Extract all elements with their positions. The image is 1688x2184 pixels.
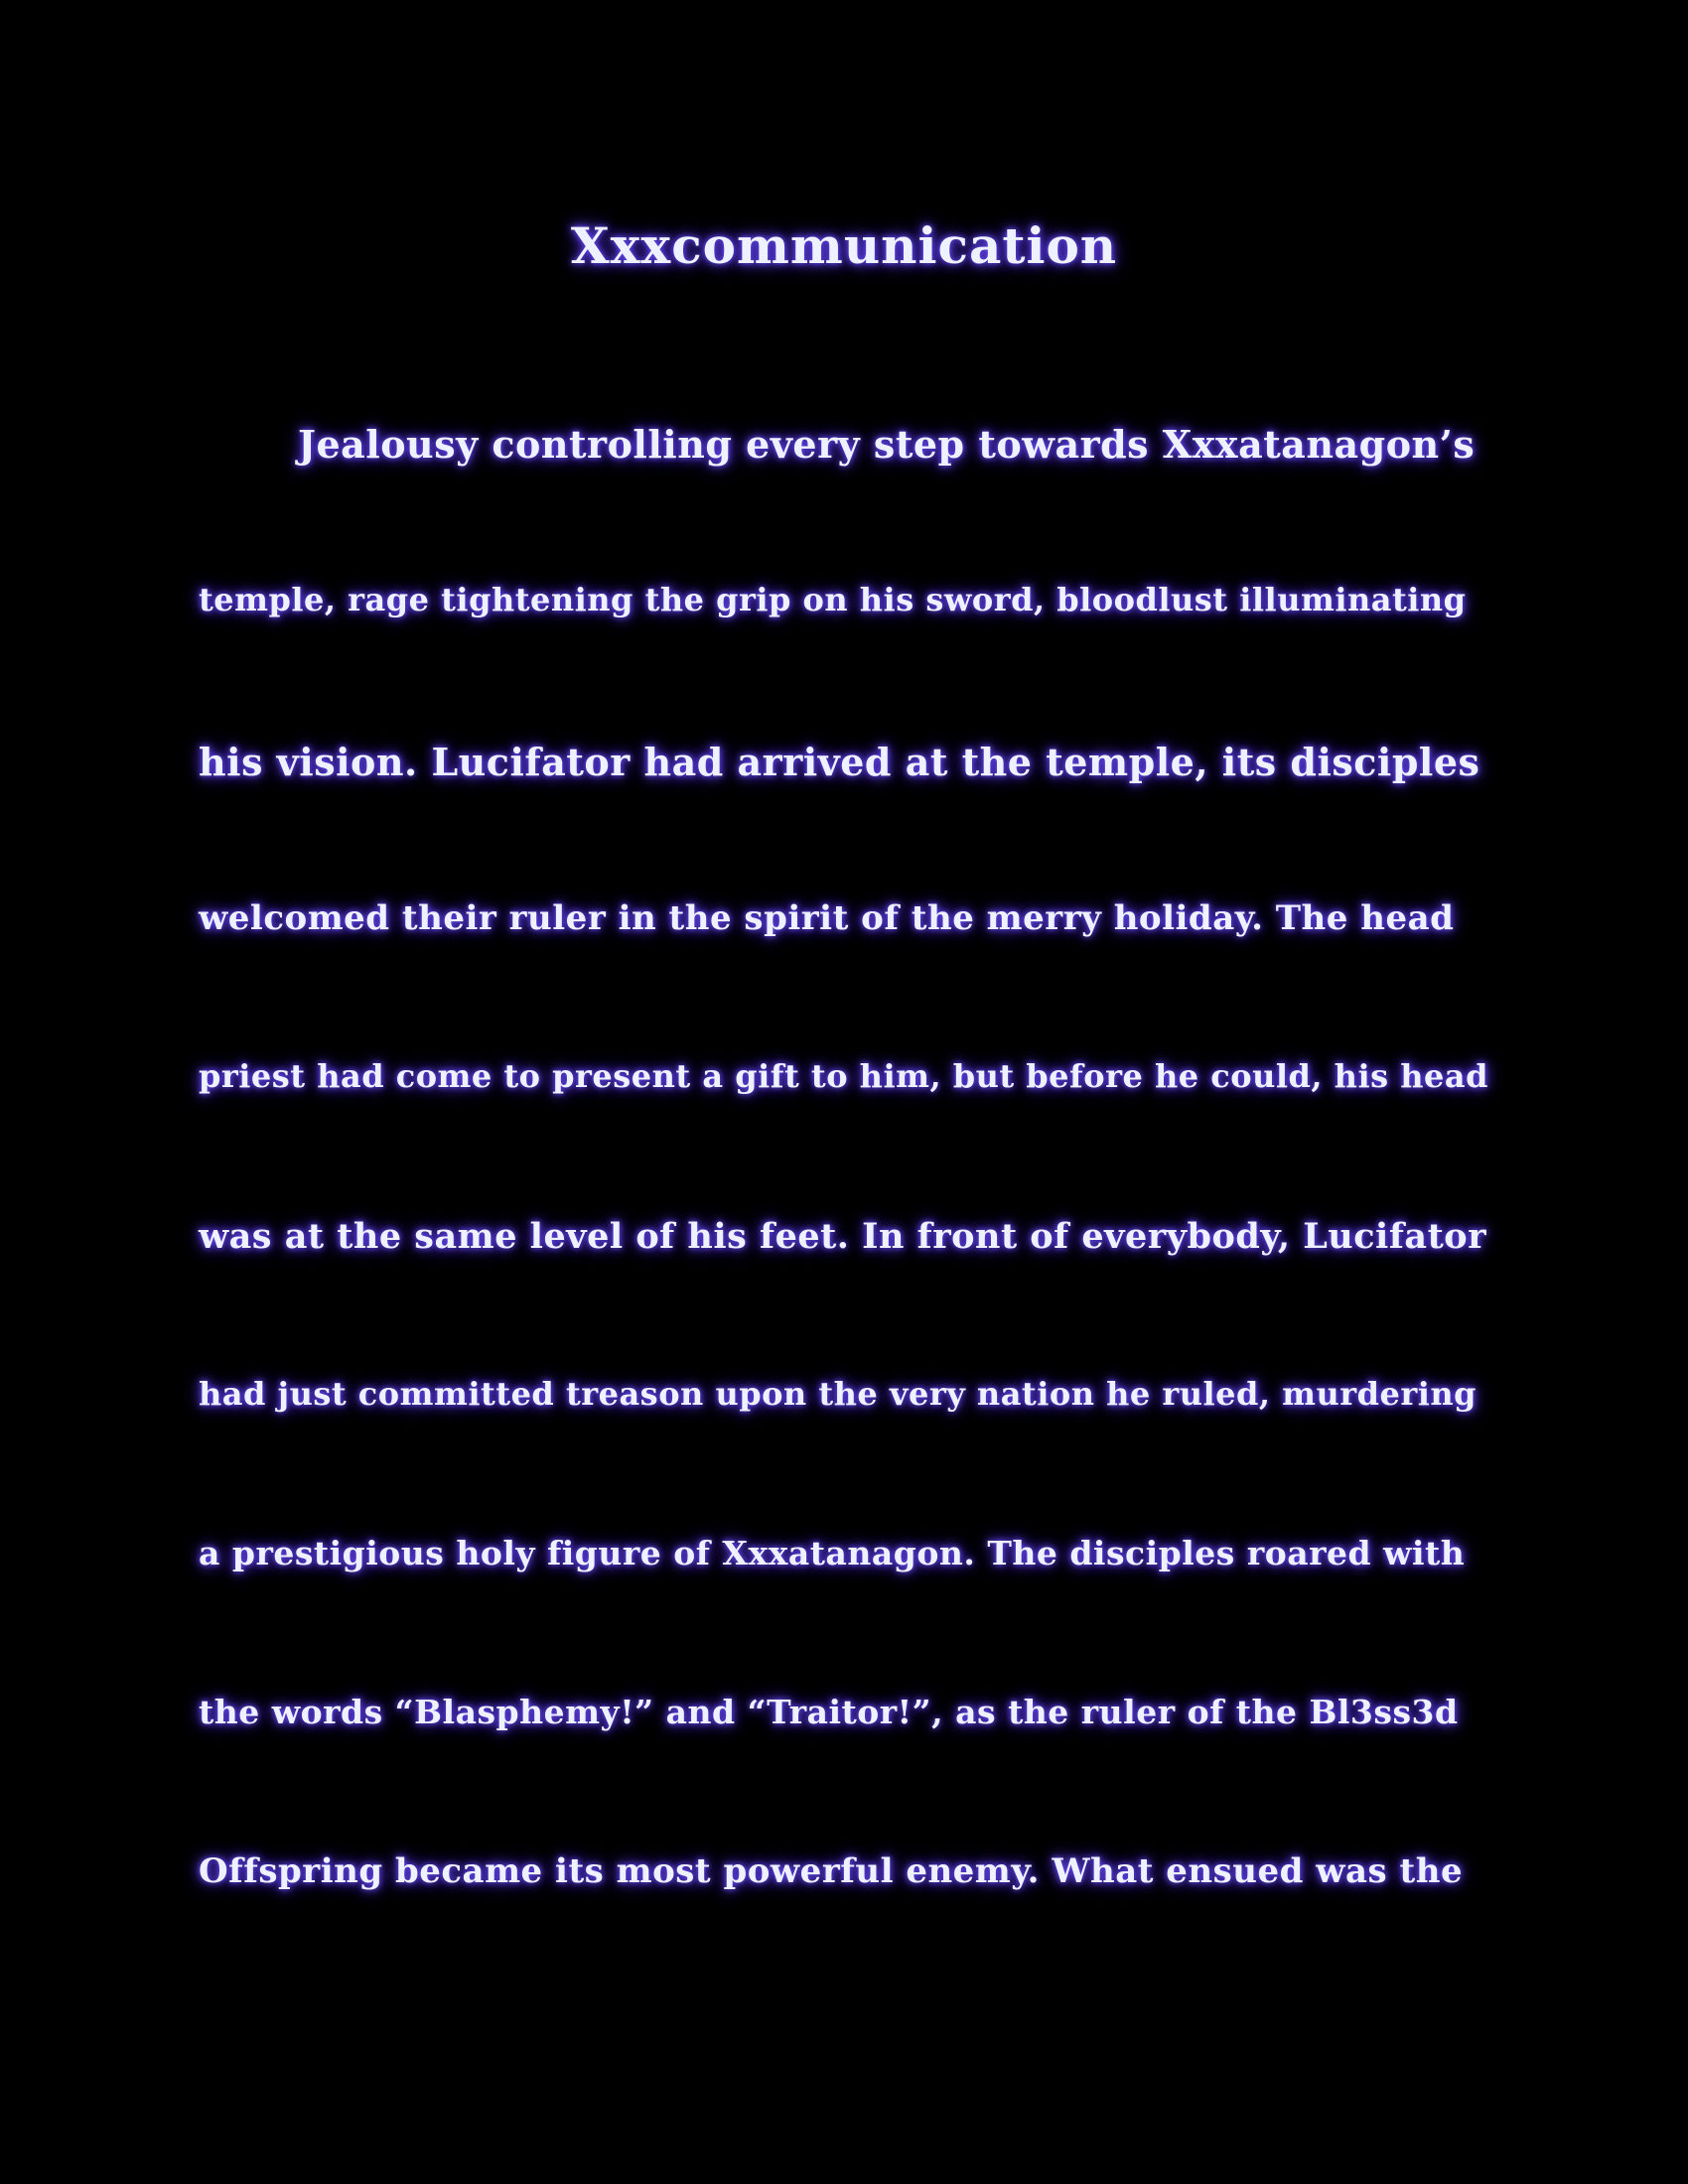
paragraph-line-3: his vision. Lucifator had arrived at the temple, its disciples: [199, 740, 1480, 784]
document-title: Xxxcommunication: [570, 216, 1118, 275]
paragraph-line-10: Offspring became its most powerful enemy. What ensued was the: [199, 1851, 1464, 1891]
paragraph-line-4: welcomed their ruler in the spirit of the merry holiday. The head: [199, 898, 1455, 938]
paragraph-line-5: priest had come to present a gift to him, but before he could, his head: [199, 1057, 1488, 1095]
paragraph-line-9: the words “Blasphemy!” and “Traitor!”, as the ruler of the Bl3ss3d: [199, 1693, 1459, 1731]
paragraph-line-1: Jealousy controlling every step towards Xxxatanagon’s: [298, 422, 1476, 467]
paragraph-line-8: a prestigious holy figure of Xxxatanagon. The disciples roared with: [199, 1534, 1466, 1572]
paragraph-line-2: temple, rage tightening the grip on his sword, bloodlust illuminating: [199, 581, 1467, 618]
paragraph-line-6: was at the same level of his feet. In front of everybody, Lucifator: [199, 1216, 1487, 1257]
paragraph-line-7: had just committed treason upon the very nation he ruled, murdering: [199, 1375, 1477, 1413]
